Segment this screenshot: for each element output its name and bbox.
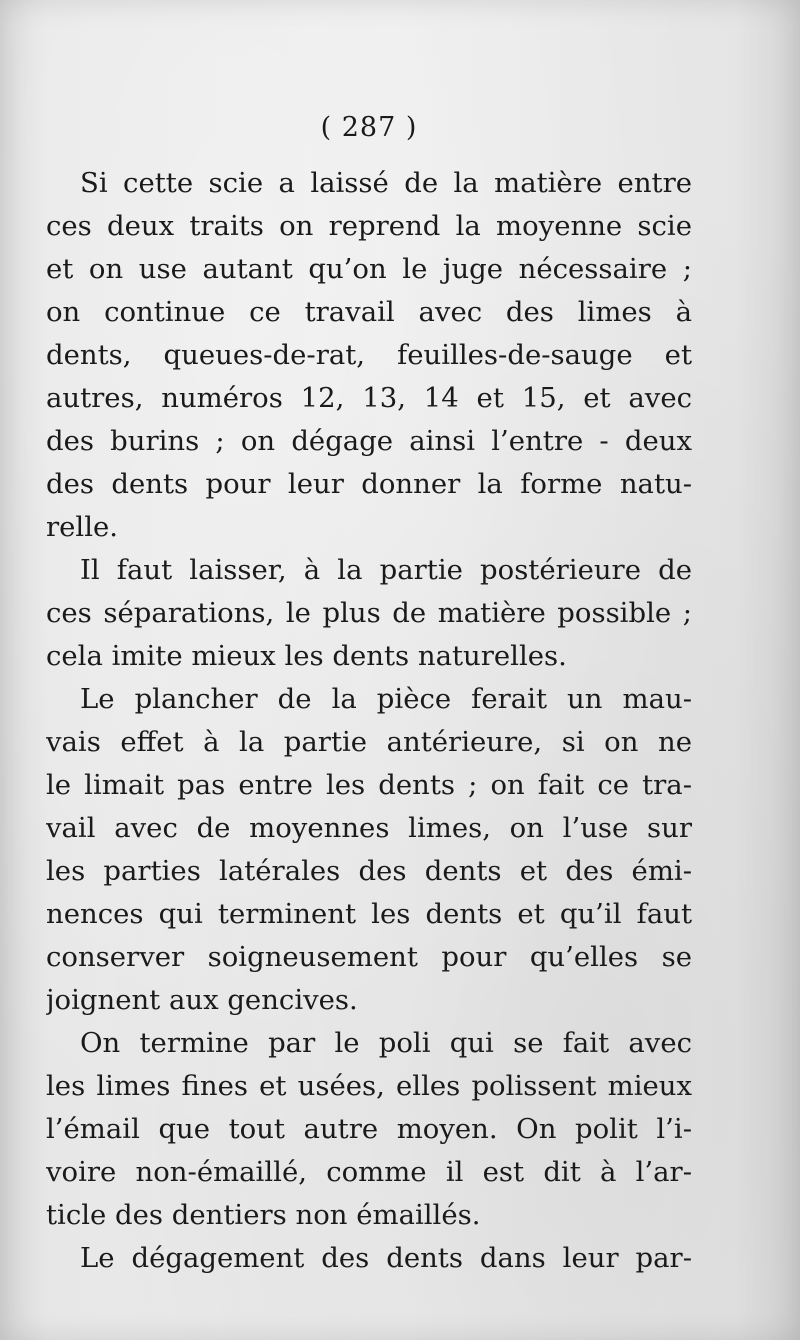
text-line: les limes fines et usées, elles polissent mieux <box>46 1070 692 1102</box>
text-line: voire non-émaillé, comme il est dit à l’ar- <box>46 1156 692 1188</box>
text-line: le limait pas entre les dents ; on fait ce tra- <box>46 769 692 801</box>
text-line: l’émail que tout autre moyen. On polit l’i- <box>46 1113 692 1145</box>
text-line: conserver soigneusement pour qu’elles se <box>46 941 692 973</box>
text-line: Le plancher de la pièce ferait un mau- <box>80 683 692 715</box>
text-line: relle. <box>46 511 119 543</box>
text-line: On termine par le poli qui se fait avec <box>80 1027 692 1059</box>
text-line: cela imite mieux les dents naturelles. <box>46 640 567 672</box>
text-line: Si cette scie a laissé de la matière entre <box>80 167 692 199</box>
text-line: Il faut laisser, à la partie postérieure de <box>80 554 692 586</box>
text-line: autres, numéros 12, 13, 14 et 15, et avec <box>46 382 692 414</box>
text-line: nences qui terminent les dents et qu’il faut <box>46 898 692 930</box>
text-line: des dents pour leur donner la forme natu- <box>46 468 692 500</box>
page-number: ( 287 ) <box>320 112 418 143</box>
text-line: ticle des dentiers non émaillés. <box>46 1199 481 1231</box>
text-line: et on use autant qu’on le juge nécessaire ; <box>46 253 692 285</box>
text-line: les parties latérales des dents et des émi- <box>46 855 692 887</box>
text-line: vais effet à la partie antérieure, si on ne <box>46 726 692 758</box>
text-line: ces deux traits on reprend la moyenne scie <box>46 210 692 242</box>
text-line: des burins ; on dégage ainsi l’entre - deux <box>46 425 692 457</box>
text-line: vail avec de moyennes limes, on l’use sur <box>46 812 692 844</box>
body-text <box>46 162 692 1280</box>
text-line: dents, queues-de-rat, feuilles-de-sauge et <box>46 339 692 371</box>
text-line: joignent aux gencives. <box>46 984 358 1016</box>
text-line: ces séparations, le plus de matière possible ; <box>46 597 692 629</box>
text-line: on continue ce travail avec des limes à <box>46 296 692 328</box>
text-line: Le dégagement des dents dans leur par- <box>80 1242 692 1274</box>
